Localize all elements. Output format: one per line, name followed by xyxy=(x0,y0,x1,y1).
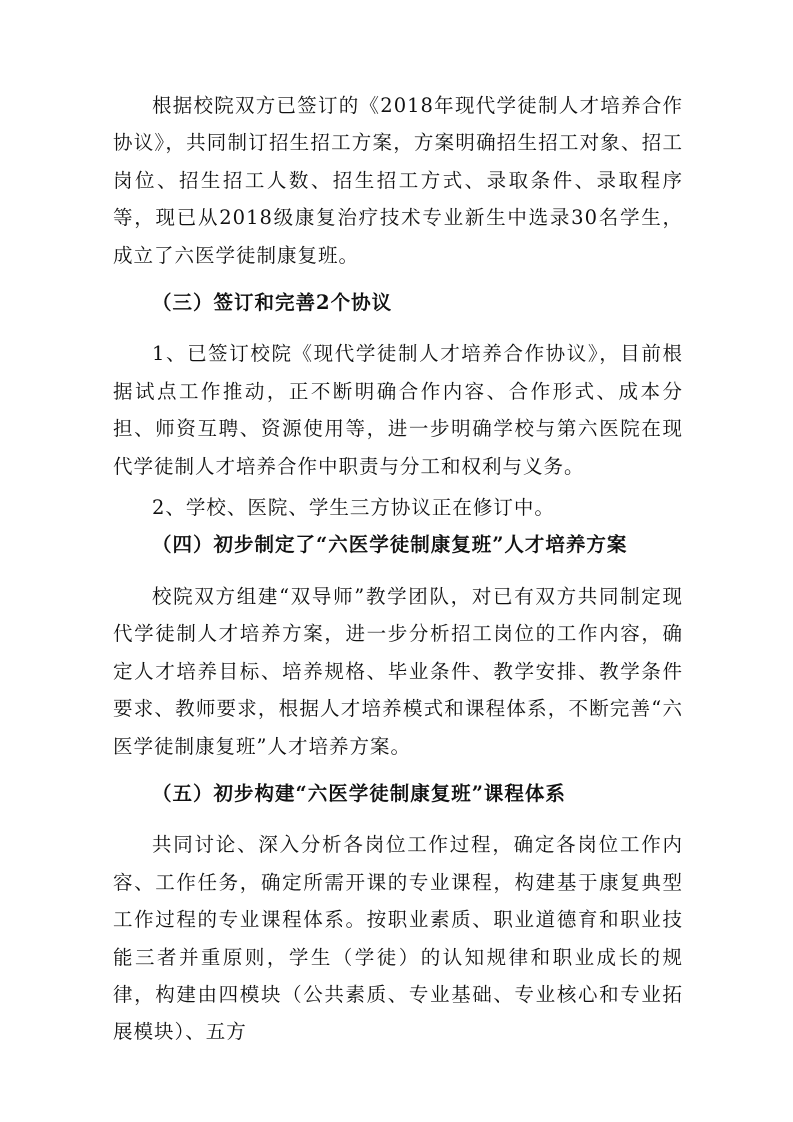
paragraph-tripartite-agreement: 2、学校、医院、学生三方协议正在修订中。 xyxy=(152,496,555,520)
paragraph-dual-mentor-team: 校院双方组建“双导师”教学团队，对已有双方共同制定现代学徒制人才培养方案，进一步分析招工岗位的工作内容，确定人才培养目标、培养规格、毕业条件、教学安排、教学条件要求、教师要求，根据人才培养模式和课程体系，不断完善“六医学徒制康复班”人才培养方案。 xyxy=(113,584,683,758)
section-heading-curriculum-system: （五）初步构建“六医学徒制康复班”课程体系 xyxy=(152,781,566,805)
paragraph-recruitment-plan: 根据校院双方已签订的《2018年现代学徒制人才培养合作协议》，共同制订招生招工方案，方案明确招生招工对象、招工岗位、招生招工人数、招生招工方式、录取条件、录取程序等，现已从2018级康复治疗技术专业新生中选录30名学生，成立了六医学徒制康复班。 xyxy=(113,94,683,267)
section-heading-training-plan: （四）初步制定了“六医学徒制康复班”人才培养方案 xyxy=(152,533,628,557)
document-body xyxy=(113,87,683,1051)
paragraph-school-hospital-agreement: 1、已签订校院《现代学徒制人才培养合作协议》，目前根据试点工作推动，正不断明确合作内容、合作形式、成本分担、师资互聘、资源使用等，进一步明确学校与第六医院在现代学徒制人才培养合作中职责与分工和权利与义务。 xyxy=(113,342,683,478)
section-heading-agreements: （三）签订和完善2个协议 xyxy=(152,291,393,315)
paragraph-curriculum-construction: 共同讨论、深入分析各岗位工作过程，确定各岗位工作内容、工作任务，确定所需开课的专业课程，构建基于康复典型工作过程的专业课程体系。按职业素质、职业道德育和职业技能三者并重原则，学生（学徒）的认知规律和职业成长的规律，构建由四模块（公共素质、专业基础、专业核心和专业拓展模块）、五方 xyxy=(113,833,683,1044)
